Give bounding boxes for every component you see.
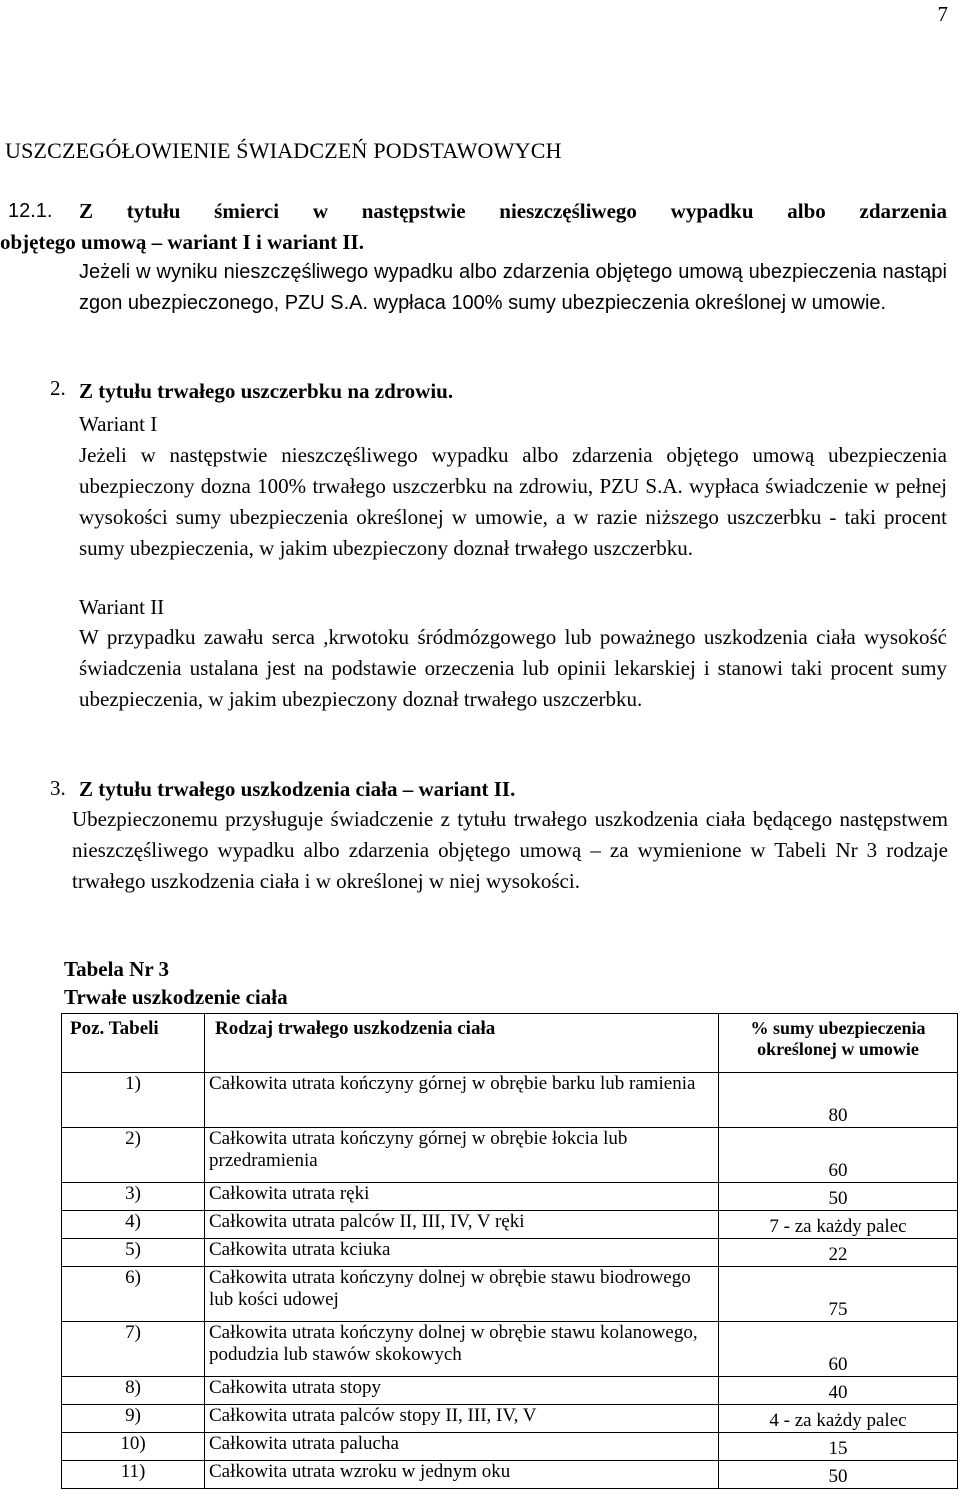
section-1-title-line2: objętego umową – wariant I i wariant II. bbox=[0, 230, 364, 254]
table-header-row bbox=[62, 1014, 958, 1073]
row-percentage: 40 bbox=[719, 1377, 958, 1405]
row-percentage: 22 bbox=[719, 1239, 958, 1267]
variant-1-label: Wariant I bbox=[79, 412, 158, 436]
table-row bbox=[62, 1211, 958, 1239]
table-row bbox=[62, 1461, 958, 1489]
row-position: 1) bbox=[62, 1073, 205, 1128]
row-position: 4) bbox=[62, 1211, 205, 1239]
table-row bbox=[62, 1377, 958, 1405]
row-position: 3) bbox=[62, 1183, 205, 1211]
row-damage-type: Całkowita utrata kciuka bbox=[205, 1239, 719, 1267]
table-row bbox=[62, 1267, 958, 1322]
table-row bbox=[62, 1183, 958, 1211]
section-3-title: Z tytułu trwałego uszkodzenia ciała – wariant II. bbox=[79, 777, 516, 801]
table-subtitle: Trwałe uszkodzenie ciała bbox=[64, 985, 288, 1009]
row-percentage: 50 bbox=[719, 1183, 958, 1211]
row-position: 8) bbox=[62, 1377, 205, 1405]
table-title: Tabela Nr 3 bbox=[64, 957, 170, 981]
section-2-title: Z tytułu trwałego uszczerbku na zdrowiu. bbox=[79, 379, 454, 403]
row-damage-type: Całkowita utrata palców II, III, IV, V ręki bbox=[205, 1211, 719, 1239]
table-row bbox=[62, 1128, 958, 1183]
row-percentage: 80 bbox=[719, 1073, 958, 1128]
section-1-body: Jeżeli w wyniku nieszczęśliwego wypadku albo zdarzenia objętego umową ubezpieczenia nastąpi zgon ubezpieczonego, PZU S.A. wypłaca 100% sumy ubezpieczenia określonej w umowie. bbox=[79, 261, 947, 314]
section-3-number: 3. bbox=[50, 776, 66, 800]
row-damage-type: Całkowita utrata ręki bbox=[205, 1183, 719, 1211]
row-position: 5) bbox=[62, 1239, 205, 1267]
table-row bbox=[62, 1239, 958, 1267]
row-damage-type: Całkowita utrata wzroku w jednym oku bbox=[205, 1461, 719, 1489]
row-percentage: 75 bbox=[719, 1267, 958, 1322]
row-percentage: 15 bbox=[719, 1433, 958, 1461]
row-position: 7) bbox=[62, 1322, 205, 1377]
section-1-number: 12.1. bbox=[8, 200, 53, 222]
row-percentage: 50 bbox=[719, 1461, 958, 1489]
damage-table bbox=[61, 1013, 958, 1489]
page-heading: USZCZEGÓŁOWIENIE ŚWIADCZEŃ PODSTAWOWYCH bbox=[5, 138, 562, 163]
section-1-title-line1: Z tytułu śmierci w następstwie nieszczęśliwego wypadku albo zdarzenia bbox=[79, 199, 947, 223]
row-position: 2) bbox=[62, 1128, 205, 1183]
table-row bbox=[62, 1405, 958, 1433]
variant-2-text: W przypadku zawału serca ,krwotoku śródmózgowego lub poważnego uszkodzenia ciała wysokość świadczenia ustalana jest na podstawie orzeczenia lub opinii lekarskiej i stanowi taki procent sumy ubezpieczenia, w jakim ubezpieczony doznał trwałego uszczerbku. bbox=[79, 625, 947, 711]
row-percentage: 7 - za każdy palec bbox=[719, 1211, 958, 1239]
page-number: 7 bbox=[937, 2, 948, 26]
table-row bbox=[62, 1073, 958, 1128]
row-damage-type: Całkowita utrata stopy bbox=[205, 1377, 719, 1405]
header-percentage: % sumy ubezpieczenia określonej w umowie bbox=[719, 1014, 958, 1073]
row-damage-type: Całkowita utrata kończyny dolnej w obrębie stawu kolanowego, podudzia lub stawów skokowych bbox=[205, 1322, 719, 1377]
row-damage-type: Całkowita utrata kończyny górnej w obrębie barku lub ramienia bbox=[205, 1073, 719, 1128]
row-damage-type: Całkowita utrata kończyny dolnej w obrębie stawu biodrowego lub kości udowej bbox=[205, 1267, 719, 1322]
row-percentage: 4 - za każdy palec bbox=[719, 1405, 958, 1433]
row-position: 11) bbox=[62, 1461, 205, 1489]
section-2-number: 2. bbox=[50, 376, 66, 400]
section-3-body: Ubezpieczonemu przysługuje świadczenie z tytułu trwałego uszkodzenia ciała będącego następstwem nieszczęśliwego wypadku albo zdarzenia objętego umową – za wymienione w Tabeli Nr 3 rodzaje trwałego uszkodzenia ciała i w określonej w niej wysokości. bbox=[72, 807, 948, 893]
row-percentage: 60 bbox=[719, 1128, 958, 1183]
variant-2-label: Wariant II bbox=[79, 595, 165, 619]
variant-1-text: Jeżeli w następstwie nieszczęśliwego wypadku albo zdarzenia objętego umową ubezpieczenia ubezpieczony dozna 100% trwałego uszczerbku na zdrowiu, PZU S.A. wypłaca świadczenie w pełnej wysokości sumy ubezpieczenia określonej w umowie, a w razie niższego uszczerbku - taki procent sumy ubezpieczenia, w jakim ubezpieczony doznał trwałego uszczerbku. bbox=[79, 443, 947, 560]
row-percentage: 60 bbox=[719, 1322, 958, 1377]
header-damage-type: Rodzaj trwałego uszkodzenia ciała bbox=[205, 1014, 719, 1073]
header-position: Poz. Tabeli bbox=[62, 1014, 205, 1073]
row-position: 6) bbox=[62, 1267, 205, 1322]
row-damage-type: Całkowita utrata kończyny górnej w obrębie łokcia lub przedramienia bbox=[205, 1128, 719, 1183]
table-row bbox=[62, 1322, 958, 1377]
table-row bbox=[62, 1433, 958, 1461]
row-damage-type: Całkowita utrata palucha bbox=[205, 1433, 719, 1461]
row-position: 10) bbox=[62, 1433, 205, 1461]
row-damage-type: Całkowita utrata palców stopy II, III, IV, V bbox=[205, 1405, 719, 1433]
row-position: 9) bbox=[62, 1405, 205, 1433]
